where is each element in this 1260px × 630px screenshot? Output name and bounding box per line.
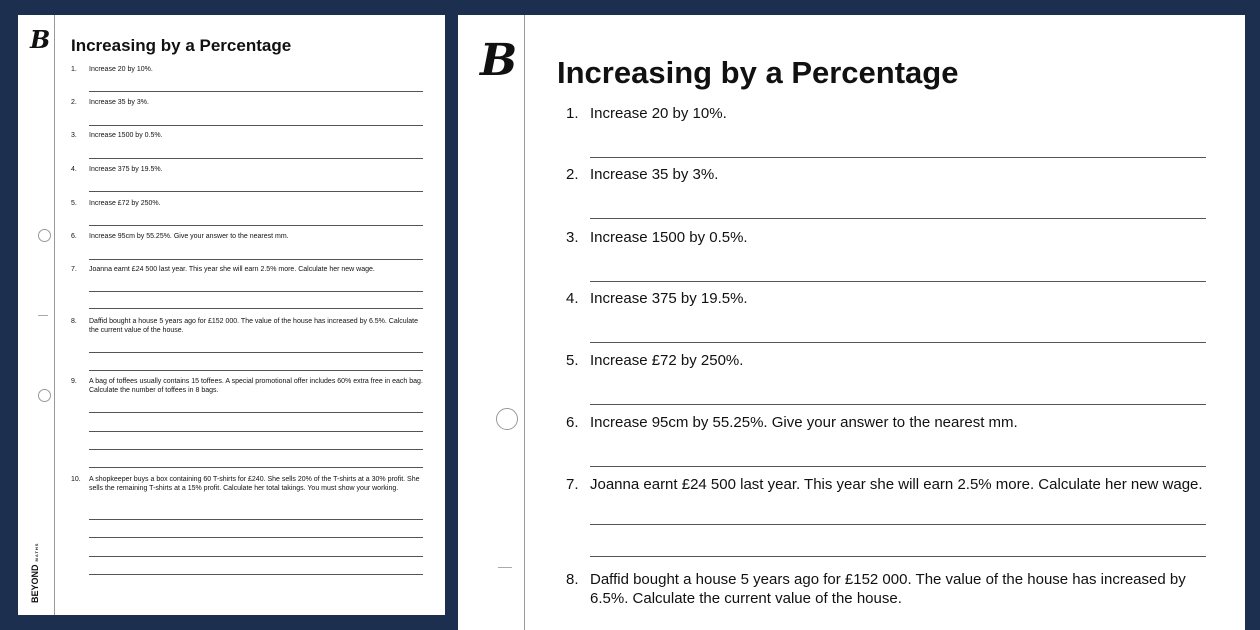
question-text: Increase 375 by 19.5%.	[89, 166, 163, 173]
question-5	[566, 352, 1206, 371]
question-1	[71, 66, 423, 75]
answer-line[interactable]	[590, 524, 1206, 525]
punch-hole	[38, 229, 51, 242]
question-number: 4.	[71, 166, 77, 173]
question-number: 8.	[71, 318, 77, 325]
fold-mark	[38, 315, 48, 316]
page-title: Increasing by a Percentage	[71, 36, 292, 55]
question-number: 7.	[71, 266, 77, 273]
question-7	[71, 266, 423, 275]
question-text: A shopkeeper buys a box containing 60 T-shirts for £240. She sells 20% of the T-shirts at a 30% profit. She sells the remaining T-shirts at a 15% profit. Calculate her total takings. You must show your working.	[89, 476, 420, 492]
question-number: 2.	[566, 166, 579, 183]
answer-line[interactable]	[89, 352, 423, 353]
question-text: Increase £72 by 250%.	[590, 352, 744, 369]
answer-line[interactable]	[89, 412, 423, 413]
brand-name: BEYOND	[30, 564, 40, 603]
question-number: 3.	[566, 229, 579, 246]
answer-line[interactable]	[89, 291, 423, 292]
answer-line[interactable]	[89, 370, 423, 371]
question-text: Increase 35 by 3%.	[590, 166, 719, 183]
answer-line[interactable]	[89, 519, 423, 520]
question-3	[566, 229, 1206, 248]
question-number: 1.	[71, 66, 77, 73]
answer-line[interactable]	[89, 574, 423, 575]
question-number: 1.	[566, 105, 579, 122]
margin-line	[54, 15, 55, 615]
answer-line[interactable]	[89, 125, 423, 126]
beyond-logo-icon: B	[30, 25, 51, 54]
answer-line[interactable]	[89, 308, 423, 309]
question-text: Daffid bought a house 5 years ago for £152 000. The value of the house has increased by 6.5%. Calculate the current value of the house.	[89, 318, 418, 334]
question-4	[566, 290, 1206, 309]
question-10	[71, 476, 423, 494]
question-number: 8.	[566, 571, 579, 588]
worksheet-thumbnail[interactable]	[18, 15, 445, 615]
question-text: Increase 35 by 3%.	[89, 99, 149, 106]
answer-line[interactable]	[590, 466, 1206, 467]
question-number: 3.	[71, 132, 77, 139]
answer-line[interactable]	[590, 281, 1206, 282]
question-text: Joanna earnt £24 500 last year. This year she will earn 2.5% more. Calculate her new wage.	[89, 266, 375, 273]
question-text: Increase 20 by 10%.	[590, 105, 727, 122]
question-7	[566, 476, 1206, 495]
question-4	[71, 166, 423, 175]
brand-sub: MATHS	[34, 542, 39, 562]
question-number: 5.	[566, 352, 579, 369]
question-3	[71, 132, 423, 141]
answer-line[interactable]	[89, 225, 423, 226]
question-9	[71, 378, 423, 396]
margin-line	[524, 15, 525, 630]
answer-line[interactable]	[89, 449, 423, 450]
question-number: 9.	[71, 378, 77, 385]
answer-line[interactable]	[590, 342, 1206, 343]
question-2	[71, 99, 423, 108]
question-number: 5.	[71, 200, 77, 207]
answer-line[interactable]	[89, 431, 423, 432]
punch-hole	[496, 408, 518, 430]
question-number: 7.	[566, 476, 579, 493]
question-2	[566, 166, 1206, 185]
question-6	[71, 233, 423, 242]
question-text: Increase 1500 by 0.5%.	[590, 229, 748, 246]
question-number: 6.	[71, 233, 77, 240]
answer-line[interactable]	[590, 556, 1206, 557]
question-number: 10.	[71, 476, 81, 483]
answer-line[interactable]	[590, 157, 1206, 158]
question-number: 2.	[71, 99, 77, 106]
brand-label	[30, 543, 40, 603]
question-text: Increase 95cm by 55.25%. Give your answer to the nearest mm.	[590, 414, 1018, 431]
page-title: Increasing by a Percentage	[557, 55, 959, 90]
question-text: Joanna earnt £24 500 last year. This year she will earn 2.5% more. Calculate her new wage.	[590, 476, 1203, 493]
beyond-logo-icon: B	[480, 35, 518, 86]
fold-mark	[498, 567, 512, 568]
answer-line[interactable]	[89, 91, 423, 92]
question-6	[566, 414, 1206, 433]
question-text: Increase 1500 by 0.5%.	[89, 132, 163, 139]
question-8	[71, 318, 423, 336]
answer-line[interactable]	[89, 467, 423, 468]
question-text: Increase £72 by 250%.	[89, 200, 161, 207]
answer-line[interactable]	[89, 537, 423, 538]
answer-line[interactable]	[89, 259, 423, 260]
punch-hole	[38, 389, 51, 402]
question-8	[566, 571, 1206, 609]
question-text: Increase 375 by 19.5%.	[590, 290, 748, 307]
question-number: 6.	[566, 414, 579, 431]
question-text: Increase 20 by 10%.	[89, 66, 153, 73]
question-5	[71, 200, 423, 209]
answer-line[interactable]	[89, 158, 423, 159]
question-number: 4.	[566, 290, 579, 307]
answer-line[interactable]	[89, 191, 423, 192]
question-text: Increase 95cm by 55.25%. Give your answer to the nearest mm.	[89, 233, 289, 240]
answer-line[interactable]	[590, 404, 1206, 405]
worksheet-zoomed	[458, 15, 1245, 630]
question-1	[566, 105, 1206, 124]
question-text: A bag of toffees usually contains 15 toffees. A special promotional offer includes 60% extra free in each bag. Calculate the number of toffees in 8 bags.	[89, 378, 423, 394]
question-text: Daffid bought a house 5 years ago for £152 000. The value of the house has increased by 6.5%. Calculate the current value of the house.	[590, 571, 1186, 607]
answer-line[interactable]	[89, 556, 423, 557]
answer-line[interactable]	[590, 218, 1206, 219]
